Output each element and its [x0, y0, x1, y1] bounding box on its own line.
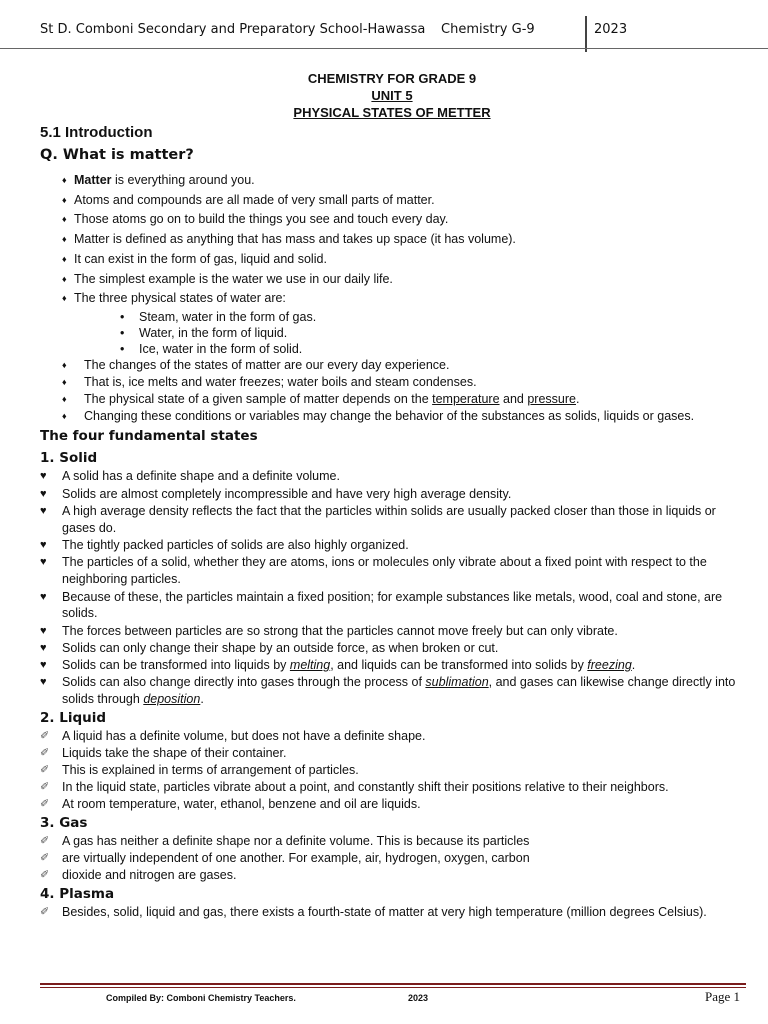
item-text: The tightly packed particles of solids are also highly organized. — [62, 538, 409, 553]
item-text: Solids can only change their shape by an outside force, as when broken or cut. — [62, 640, 499, 655]
main-content — [40, 124, 750, 921]
list-item — [40, 468, 750, 485]
list-item — [40, 589, 750, 623]
item-text: Solids can also change directly into gases through the process of — [62, 675, 426, 690]
item-text: In the liquid state, particles vibrate about a point, and constantly shift their positions relative to their neighbors. — [62, 780, 669, 795]
list-item — [40, 537, 750, 554]
item-text: Solids are almost completely incompressible and have very high average density. — [62, 486, 512, 501]
heart-icon: ♥ — [40, 487, 47, 500]
diamond-icon: ♦ — [62, 175, 67, 185]
list-item — [40, 486, 750, 503]
item-text: Liquids take the shape of their container. — [62, 746, 287, 761]
item-text: is everything around you. — [111, 173, 255, 187]
item-text: A liquid has a definite volume, but does not have a definite shape. — [62, 729, 426, 744]
footer-year: 2023 — [408, 993, 429, 1003]
item-text: The forces between particles are so strong that the particles cannot move freely but can only vibrate. — [62, 623, 618, 638]
pen-icon: ✐ — [40, 781, 50, 794]
item-text: That is, ice melts and water freezes; water boils and steam condenses. — [84, 374, 477, 389]
item-text: The particles of a solid, whether they are atoms, ions or molecules only vibrate about a fixed point with respect to the neighboring particles. — [62, 555, 707, 587]
heart-icon: ♥ — [40, 505, 47, 518]
list-item — [40, 728, 750, 745]
list-item — [40, 796, 750, 813]
list-item — [40, 357, 750, 374]
item-text: dioxide and nitrogen are gases. — [62, 868, 237, 883]
diamond-icon: ♦ — [62, 253, 67, 264]
bold-term: Matter — [74, 173, 112, 187]
item-text: A high average density reflects the fact that the particles within solids are usually packed closer than those in liquids or gases do. — [62, 504, 716, 535]
pen-icon: ✐ — [40, 906, 50, 919]
water-states-list — [40, 309, 750, 357]
list-item — [40, 171, 750, 191]
list-item — [40, 391, 750, 408]
item-text: . — [200, 692, 204, 707]
page-header — [0, 0, 768, 50]
diamond-icon: ♦ — [62, 234, 67, 245]
term-pressure: pressure — [527, 391, 576, 406]
list-item — [40, 833, 750, 850]
diamond-icon: ♦ — [62, 410, 67, 421]
list-item — [40, 341, 750, 357]
item-text: . — [631, 658, 636, 673]
solid-list — [40, 468, 750, 708]
term-melting: melting — [289, 658, 331, 673]
liquid-list — [40, 728, 750, 813]
item-text: The simplest example is the water we use in our daily life. — [74, 271, 393, 286]
section-heading-introduction: 5.1 Introduction — [40, 124, 153, 141]
heart-icon: ♥ — [40, 539, 47, 552]
list-item — [40, 779, 750, 796]
heart-icon: ♥ — [40, 641, 47, 654]
header-rule — [0, 48, 768, 49]
list-item — [40, 867, 750, 884]
pen-icon: ✐ — [40, 869, 50, 882]
list-item — [40, 640, 750, 657]
list-item — [40, 374, 750, 391]
item-text: Steam, water in the form of gas. — [139, 309, 317, 324]
intro-list — [40, 171, 750, 309]
list-item — [40, 674, 750, 708]
item-text: Besides, solid, liquid and gas, there exists a fourth-state of matter at very high temperature (million degrees Celsius). — [62, 905, 707, 920]
pen-icon: ✐ — [40, 798, 50, 811]
title-grade: CHEMISTRY FOR GRADE 9 — [307, 71, 477, 86]
item-text: The three physical states of water are: — [74, 291, 286, 306]
solid-heading: 1. Solid — [40, 450, 98, 467]
diamond-icon: ♦ — [62, 359, 67, 370]
heart-icon: ♥ — [40, 659, 47, 672]
list-item — [40, 904, 750, 921]
school-name: St D. Comboni Secondary and Preparatory School-Hawassa — [40, 22, 426, 37]
item-text: Water, in the form of liquid. — [139, 325, 288, 340]
document-title — [0, 70, 768, 121]
pen-icon: ✐ — [40, 747, 50, 760]
list-item — [40, 191, 750, 211]
item-text: Changing these conditions or variables may change the behavior of the substances as solids, liquids or gases. — [84, 408, 695, 423]
bullet-icon: • — [120, 341, 125, 356]
item-text: , and gases can likewise change directly into solids through — [62, 675, 736, 707]
list-item — [40, 309, 750, 325]
diamond-icon: ♦ — [62, 273, 67, 284]
compiled-by: Compiled By: Comboni Chemistry Teachers. — [106, 993, 296, 1003]
list-item — [40, 554, 750, 588]
item-text: Solids can be transformed into liquids by — [62, 658, 290, 673]
item-text: It can exist in the form of gas, liquid and solid. — [74, 251, 327, 266]
heart-icon: ♥ — [40, 556, 47, 569]
list-item — [40, 250, 750, 270]
diamond-icon: ♦ — [62, 194, 67, 205]
pen-icon: ✐ — [40, 852, 50, 865]
item-text: and — [499, 391, 528, 406]
page-number: Page 1 — [705, 989, 741, 1004]
heart-icon: ♥ — [40, 470, 47, 483]
footer-rule-thin — [40, 987, 746, 988]
term-deposition: deposition — [143, 692, 201, 707]
four-states-heading: The four fundamental states — [40, 428, 258, 445]
heart-icon: ♥ — [40, 624, 47, 637]
question-heading: Q. What is matter? — [40, 147, 194, 163]
item-text: The changes of the states of matter are our every day experience. — [84, 357, 450, 372]
list-item — [40, 623, 750, 640]
item-text: Because of these, the particles maintain a fixed position; for example substances like metals, wood, coal and stone, are solids. — [62, 589, 723, 621]
bullet-icon: • — [120, 309, 125, 324]
item-text: At room temperature, water, ethanol, benzene and oil are liquids. — [62, 797, 421, 812]
term-freezing: freezing — [587, 658, 632, 673]
plasma-heading: 4. Plasma — [40, 886, 115, 903]
item-text: The physical state of a given sample of matter depends on the — [84, 391, 433, 406]
header-year: 2023 — [594, 22, 628, 37]
list-item — [40, 657, 750, 674]
diamond-icon: ♦ — [62, 214, 67, 225]
term-temperature: temperature — [432, 391, 500, 406]
gas-heading: 3. Gas — [40, 815, 88, 832]
list-item — [40, 503, 750, 537]
heart-icon: ♥ — [40, 590, 47, 603]
item-text: . — [575, 391, 580, 406]
plasma-list — [40, 904, 750, 921]
list-item — [40, 762, 750, 779]
item-text: Atoms and compounds are all made of very small parts of matter. — [74, 192, 435, 207]
list-item — [40, 270, 750, 290]
title-unit: UNIT 5 — [371, 88, 413, 103]
item-text: are virtually independent of one another. For example, air, hydrogen, oxygen, carbon — [62, 851, 530, 866]
item-text: A solid has a definite shape and a definite volume. — [62, 469, 340, 484]
subject-label: Chemistry G-9 — [441, 22, 535, 37]
title-topic: PHYSICAL STATES OF METTER — [293, 105, 491, 120]
list-item — [40, 210, 750, 230]
state-change-list — [40, 357, 750, 425]
item-text: Matter is defined as anything that has mass and takes up space (it has volume). — [74, 232, 516, 247]
term-sublimation: sublimation — [425, 675, 489, 690]
list-item — [40, 408, 750, 425]
footer-rule-thick — [40, 983, 746, 985]
pen-icon: ✐ — [40, 835, 50, 848]
item-text: , and liquids can be transformed into solids by — [330, 658, 588, 673]
list-item — [40, 289, 750, 309]
item-text: This is explained in terms of arrangement of particles. — [62, 763, 359, 778]
header-divider — [585, 16, 587, 52]
heart-icon: ♥ — [40, 676, 47, 689]
list-item — [40, 230, 750, 250]
pen-icon: ✐ — [40, 764, 50, 777]
diamond-icon: ♦ — [62, 376, 67, 387]
list-item — [40, 325, 750, 341]
bullet-icon: • — [120, 325, 125, 340]
page-footer — [0, 980, 768, 1024]
item-text: Ice, water in the form of solid. — [139, 341, 303, 356]
item-text: Those atoms go on to build the things you see and touch every day. — [74, 212, 449, 227]
list-item — [40, 850, 750, 867]
item-text: A gas has neither a definite shape nor a definite volume. This is because its particles — [62, 834, 530, 849]
gas-list — [40, 833, 750, 884]
pen-icon: ✐ — [40, 730, 50, 743]
liquid-heading: 2. Liquid — [40, 710, 107, 727]
list-item — [40, 745, 750, 762]
diamond-icon: ♦ — [62, 293, 67, 304]
diamond-icon: ♦ — [62, 393, 67, 404]
